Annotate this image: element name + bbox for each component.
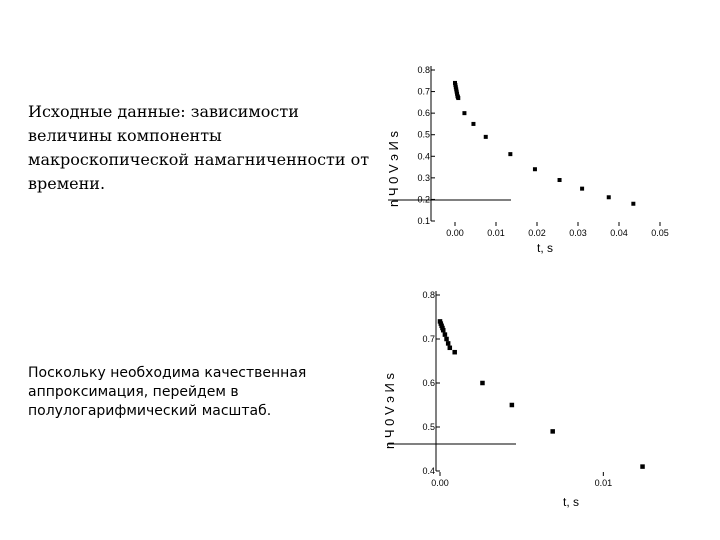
chart1-data-point [484, 135, 488, 139]
chart1-x-axis-label: t, s [536, 241, 554, 255]
chart2-x-tick-label: 0.01 [594, 478, 613, 488]
chart1-y-tick-label: 0.8 [417, 65, 430, 75]
chart2-y-tick-label: 0.7 [422, 334, 435, 344]
chart2-data-point [448, 346, 453, 351]
chart1-x-tick-label: 0.02 [528, 228, 546, 238]
description-semilog-note: Поскольку необходима качественная аппроксимация, перейдем в полулогарифмический масштаб. [28, 365, 307, 419]
chart2-data-point [640, 464, 645, 469]
chart1-y-axis-label: n Ч 0 V э И s [386, 131, 401, 207]
chart1-x-tick-label: 0.05 [651, 228, 669, 238]
chart2-y-tick-label: 0.4 [422, 466, 435, 476]
chart1-y-tick-label: 0.2 [417, 194, 430, 205]
chart1-y-tick-label: 0.4 [417, 151, 430, 162]
chart1-y-tick-label: 0.5 [417, 129, 430, 140]
chart2-data-point [510, 403, 515, 408]
description-original-data: Исходные данные: зависимости величины компоненты макроскопической намагниченности от времени. [28, 102, 370, 193]
chart1-x-tick-label: 0.04 [610, 228, 628, 238]
chart1-y-tick-label: 0.7 [417, 86, 430, 97]
chart1-y-tick-label: 0.3 [417, 172, 430, 183]
chart2-data-point [446, 341, 451, 346]
chart2-x-tick-label: 0.00 [431, 478, 449, 488]
chart1-data-point [631, 202, 635, 206]
chart2-y-tick-label: 0.5 [422, 422, 435, 432]
chart1-y-tick-label: 0.1 [417, 216, 430, 226]
chart1-x-tick-label: 0.03 [569, 228, 587, 238]
chart2-y-axis-label: n Ч 0 V э И s [382, 373, 397, 449]
chart2-data-point [441, 328, 446, 333]
chart1-x-tick-label: 0.00 [446, 228, 464, 238]
chart1-data-point [580, 187, 584, 191]
chart2-data-point [452, 350, 457, 355]
chart1-data-point [471, 122, 475, 126]
chart1-data-point [558, 178, 562, 182]
chart1-y-tick-label: 0.6 [417, 108, 430, 119]
chart1-data-point [456, 96, 460, 100]
chart2-x-axis-label: t, s [562, 495, 580, 509]
chart1-data-point [607, 195, 611, 199]
chart1-x-tick-label: 0.01 [487, 228, 505, 238]
chart2-y-tick-label: 0.6 [422, 378, 435, 388]
chart2-data-point [550, 429, 555, 434]
chart2-data-point [444, 337, 449, 342]
chart2-data-point [443, 332, 448, 337]
chart1-data-point [508, 152, 512, 156]
chart1-data-point [462, 111, 466, 115]
chart2-y-tick-label: 0.8 [422, 290, 435, 300]
chart2-data-point [480, 381, 485, 386]
chart1-data-point [533, 167, 537, 171]
